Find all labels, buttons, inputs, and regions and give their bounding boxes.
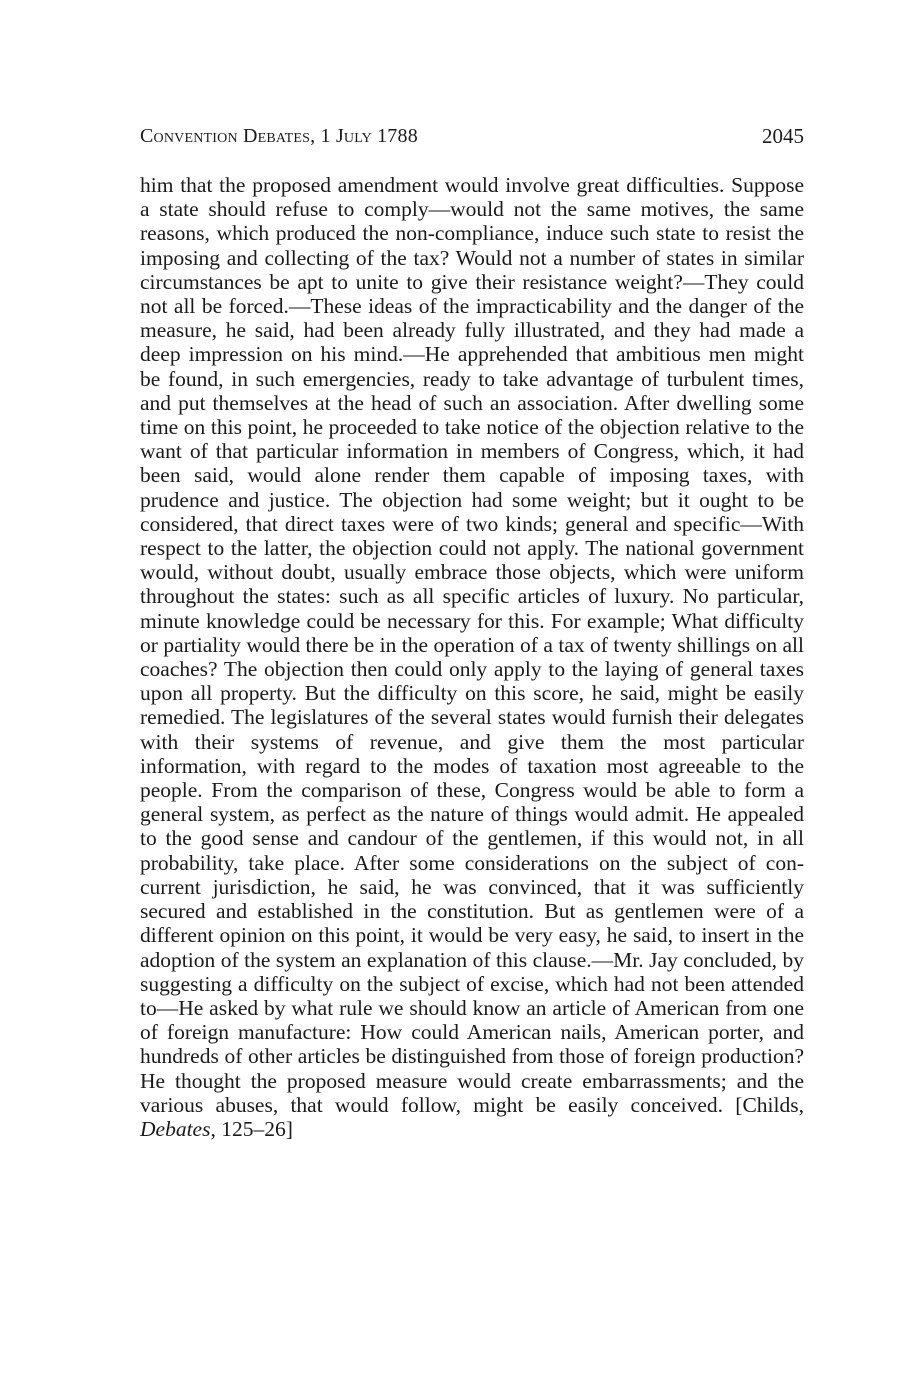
body-text: him that the proposed amendment would involve great difficulties. Suppose a state should refuse to comply—would not the same motives, the same reasons, which produced the non-compliance, induce such state to resist the imposing and collecting of the tax? Would not a number of states in similar circumstances be apt to unite to give their resistance weight?—They could not all be forced.—These ideas of the impracticability and the danger of the measure, he said, had been already fully illustrated, and they had made a deep impression on his mind.—He apprehended that ambitious men might be found, in such emergencies, ready to take advantage of turbulent times, and put themselves at the head of such an association. After dwelling some time on this point, he proceeded to take notice of the objection relative to the want of that particular information in members of Congress, which, it had been said, would alone render them capable of imposing taxes, with prudence and justice. The objection had some weight; but it ought to be considered, that direct taxes were of two kinds; general and specific—With respect to the latter, the objection could not apply. The national government would, without doubt, usually embrace those objects, which were uniform throughout the states: such as all specific articles of luxury. No particular, minute knowledge could be necessary for this. For example; What difficulty or partiality would there be in the operation of a tax of twenty shillings on all coaches? The objection then could only apply to the laying of general taxes upon all property. But the difficulty on this score, he said, might be easily remedied. The legislatures of the several states would furnish their delegates with their systems of revenue, and give them the most particular information, with regard to the modes of taxation most agreeable to the people. From the comparison of these, Congress would be able to form a general system, as perfect as the nature of things would admit. He appealed to the good sense and candour of the gentlemen, if this would not, in all probability, take place. After some considerations on the subject of concurrent jurisdiction, he said, he was convinced, that it was sufficiently secured and established in the constitution. But as gentlemen were of a different opinion on this point, it would be very easy, he said, to insert in the adoption of the system an explanation of this clause.—Mr. Jay concluded, by suggesting a difficulty on the subject of excise, which had not been attended to—He asked by what rule we should know an article of American from one of foreign manufacture: How could American nails, American porter, and hundreds of other articles be distinguished from those of foreign production? He thought the proposed measure would create embarrassments; and the various abuses, that would follow, might be easily conceived.: [140, 173, 804, 1117]
page-number: 2045: [762, 124, 804, 148]
body-paragraph: [140, 173, 804, 1141]
running-head: Convention Debates, 1 July 1788: [140, 125, 418, 147]
citation-pages: , 125–26]: [210, 1116, 293, 1141]
citation-title: Debates: [140, 1116, 211, 1141]
page-header: [140, 122, 804, 150]
citation-open: [Childs,: [735, 1092, 804, 1117]
